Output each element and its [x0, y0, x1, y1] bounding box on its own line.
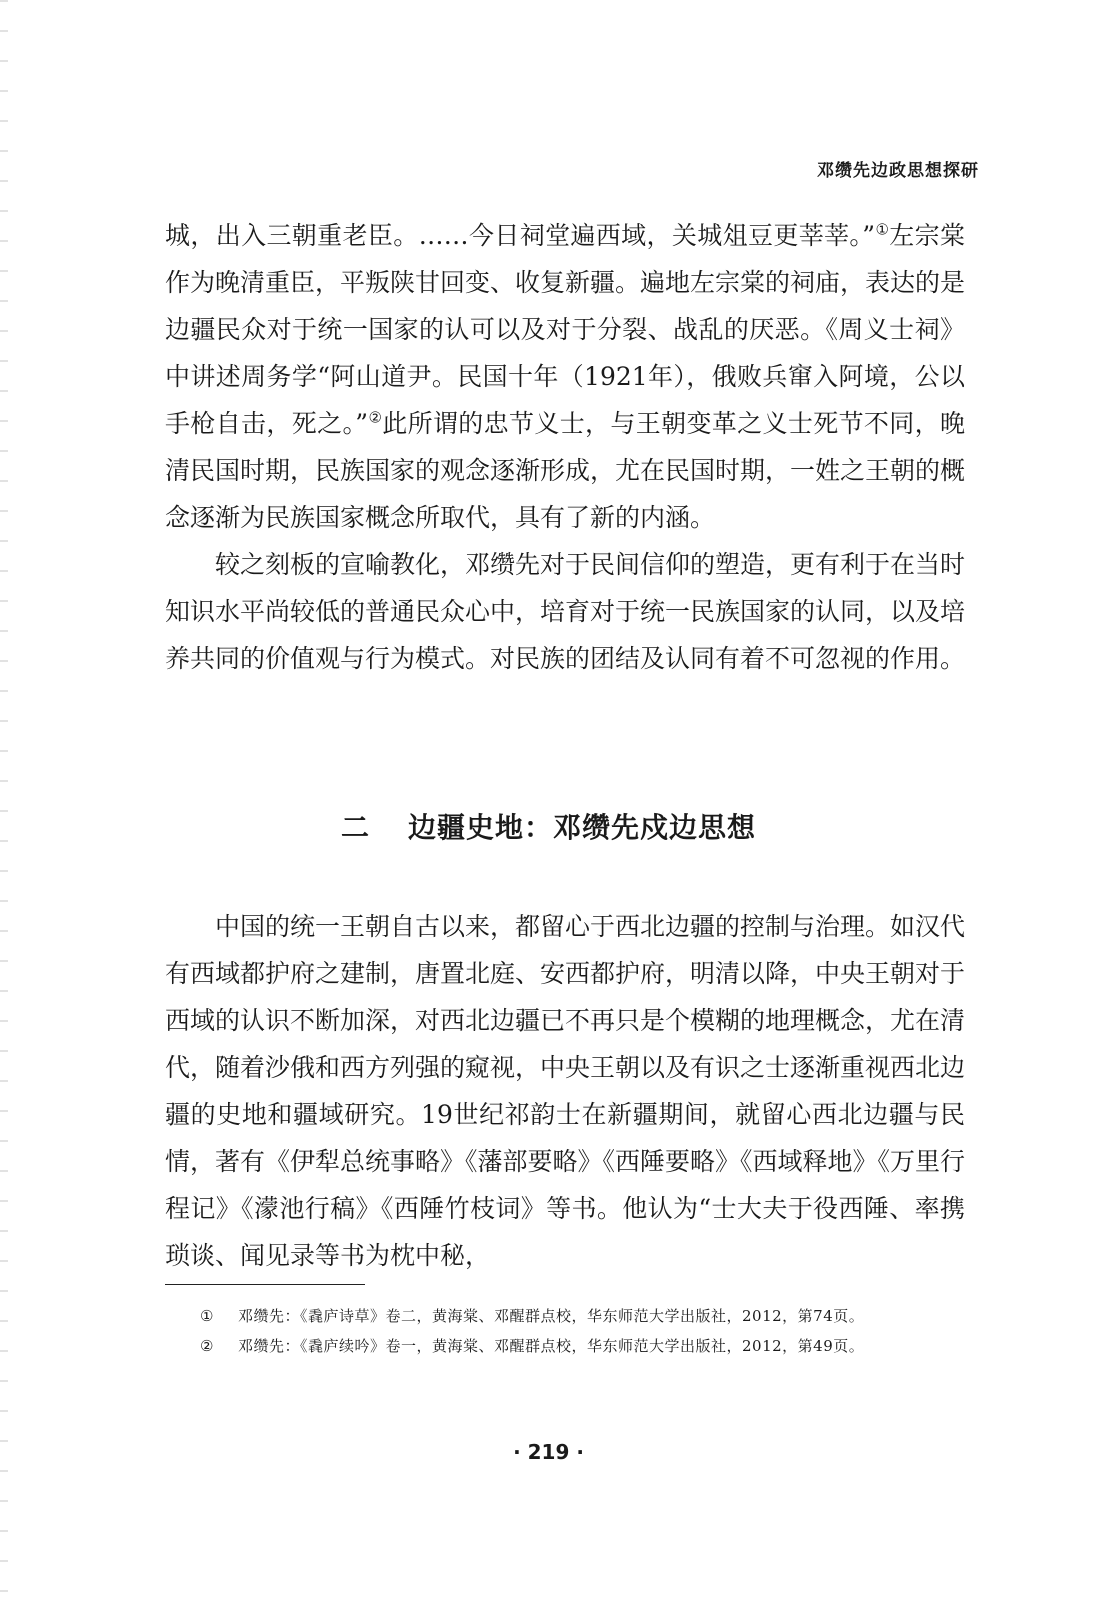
- footnotes: [200, 1303, 968, 1363]
- running-head: 邓缵先边政思想探研: [817, 161, 979, 181]
- footnote-text: 邓缵先：《毳庐续吟》卷一，黄海棠、邓醒群点校，华东师范大学出版社，2012，第49页。: [238, 1337, 865, 1355]
- footnote-marker: ②: [200, 1337, 214, 1355]
- footnote-marker: ①: [200, 1307, 214, 1325]
- paragraph-continuation: [165, 212, 965, 541]
- section-number: 二: [340, 811, 370, 844]
- footnote-2: [200, 1333, 968, 1360]
- footnote-1: [200, 1303, 968, 1330]
- paragraph: 中国的统一王朝自古以来，都留心于西北边疆的控制与治理。如汉代有西域都护府之建制，唐置北庭、安西都护府，明清以降，中央王朝对于西域的认识不断加深，对西北边疆已不再只是个模糊的地理概念，尤在清代，随着沙俄和西方列强的窥视，中央王朝以及有识之士逐渐重视西北边疆的史地和疆域研究。19世纪祁韵士在新疆期间，就留心西北边疆与民情，著有《伊犁总统事略》《藩部要略》《西陲要略》《西域释地》《万里行程记》《濛池行稿》《西陲竹枝词》等书。他认为“士大夫于役西陲、率携琐谈、闻见录等书为枕中秘，: [165, 912, 966, 1270]
- paragraph: 较之刻板的宣喻教化，邓缵先对于民间信仰的塑造，更有利于在当时知识水平尚较低的普通民众心中，培育对于统一民族国家的认同，以及培养共同的价值观与行为模式。对民族的团结及认同有着不可忽视的作用。: [165, 550, 966, 673]
- footnote-reference-2[interactable]: ②: [368, 408, 383, 427]
- scan-edge: [0, 0, 8, 1600]
- footnote-reference-1[interactable]: ①: [875, 220, 890, 239]
- footnote-text: 邓缵先：《毳庐诗草》卷二，黄海棠、邓醒群点校，华东师范大学出版社，2012，第74页。: [238, 1307, 865, 1325]
- footnote-divider: [165, 1284, 365, 1285]
- section-title: 边疆史地：邓缵先戍边思想: [408, 811, 757, 844]
- section-heading: [0, 806, 1097, 846]
- paragraph-text: 此所谓的忠节义士，与王朝变革之义士死节不同，晚清民国时期，民族国家的观念逐渐形成，尤在民国时期，一姓之王朝的概念逐渐为民族国家概念所取代，具有了新的内涵。: [165, 409, 966, 532]
- paragraph-text: 左宗棠作为晚清重臣，平叛陕甘回变、收复新疆。遍地左宗棠的祠庙，表达的是边疆民众对于统一国家的认可以及对于分裂、战乱的厌恶。《周义士祠》中讲述周务学“阿山道尹。民国十年（1921年），俄败兵窜入阿境，公以手枪自击，死之。”: [165, 221, 966, 438]
- page-number: · 219 ·: [513, 1440, 584, 1464]
- body-text-bottom: [165, 903, 965, 1279]
- body-text-top: [165, 212, 965, 682]
- paragraph-text: 城，出入三朝重老臣。……今日祠堂遍西域，关城俎豆更莘莘。”: [165, 221, 876, 250]
